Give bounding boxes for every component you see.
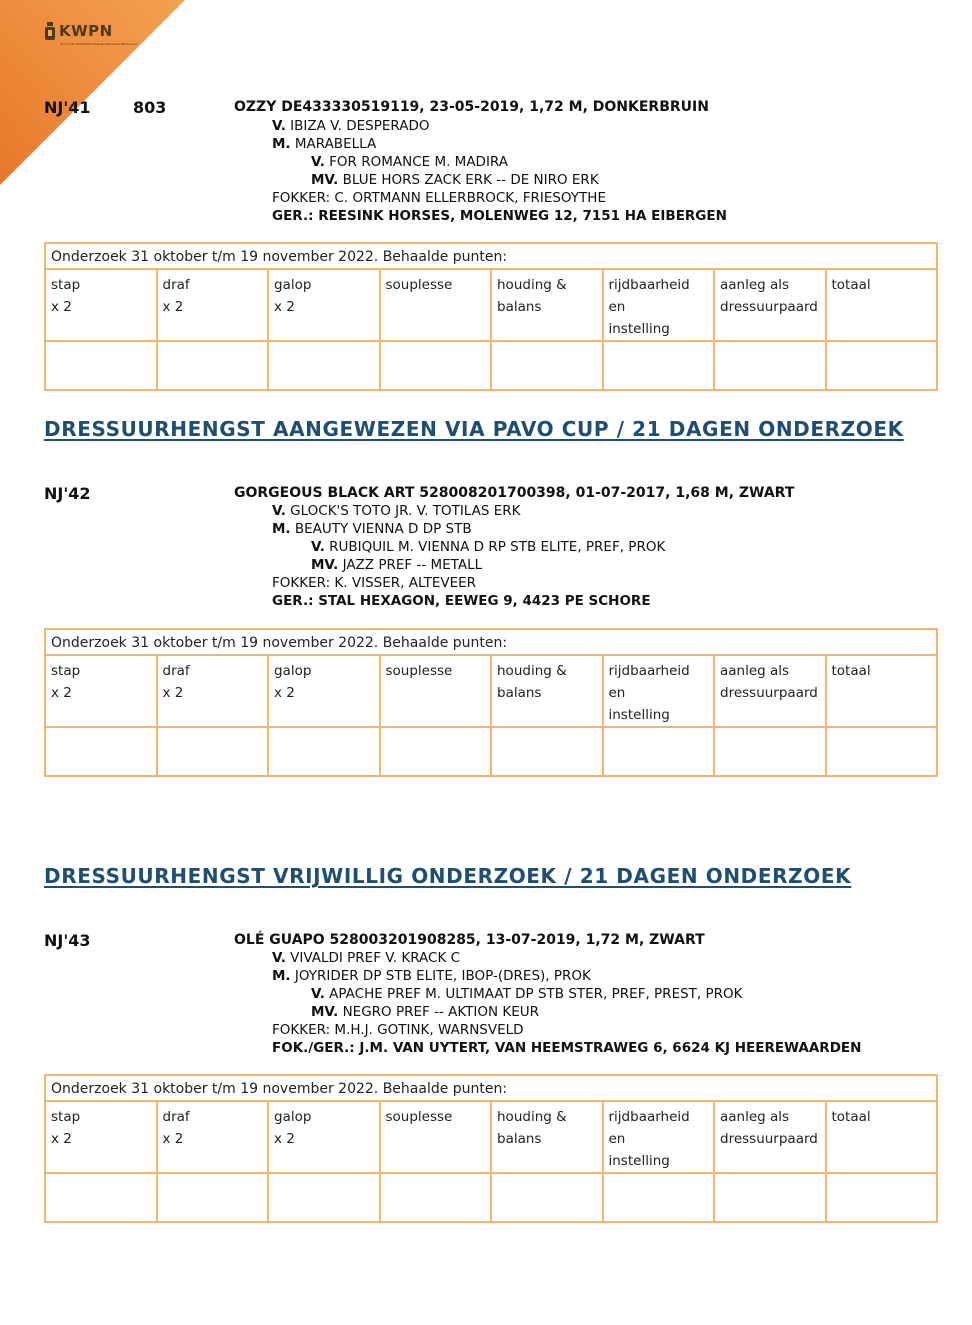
score-cell[interactable] — [714, 727, 826, 776]
col-draf: draf x 2 — [157, 1101, 269, 1173]
kwpn-logo — [44, 16, 137, 46]
dam-line: M. MARABELLA — [272, 136, 377, 152]
damsire-line: V. FOR ROMANCE M. MADIRA — [311, 154, 508, 170]
section-heading-vrijwillig: DRESSUURHENGST VRIJWILLIG ONDERZOEK / 21 DAGEN ONDERZOEK — [44, 864, 852, 888]
logo-text: KWPN — [59, 21, 113, 40]
table-caption: Onderzoek 31 oktober t/m 19 november 2022. Behaalde punten: — [45, 1075, 937, 1101]
col-draf: draf x 2 — [157, 655, 269, 727]
col-rijdbaarheid: rijdbaarheid en instelling — [603, 1101, 715, 1173]
col-totaal: totaal — [826, 269, 938, 341]
col-totaal: totaal — [826, 655, 938, 727]
sire-line: V. IBIZA V. DESPERADO — [272, 118, 430, 134]
score-cell[interactable] — [268, 1173, 380, 1222]
score-cell[interactable] — [826, 341, 938, 390]
horse-title: OLÉ GUAPO 528003201908285, 13-07-2019, 1,72 M, ZWART — [234, 932, 705, 948]
score-cell[interactable] — [268, 341, 380, 390]
score-cell[interactable] — [157, 1173, 269, 1222]
col-souplesse: souplesse — [380, 655, 492, 727]
score-cell[interactable] — [157, 341, 269, 390]
table-caption: Onderzoek 31 oktober t/m 19 november 2022. Behaalde punten: — [45, 629, 937, 655]
score-cell[interactable] — [603, 1173, 715, 1222]
score-cell[interactable] — [714, 341, 826, 390]
damsire-line: V. RUBIQUIL M. VIENNA D RP STB ELITE, PREF, PROK — [311, 539, 666, 555]
score-cell[interactable] — [45, 727, 157, 776]
score-cell[interactable] — [826, 1173, 938, 1222]
owner-line: GER.: REESINK HORSES, MOLENWEG 12, 7151 HA EIBERGEN — [272, 208, 727, 224]
mv-line: MV. NEGRO PREF -- AKTION KEUR — [311, 1004, 540, 1020]
section-heading-pavo-cup: DRESSUURHENGST AANGEWEZEN VIA PAVO CUP / 21 DAGEN ONDERZOEK — [44, 417, 904, 441]
score-table — [44, 1074, 938, 1223]
col-galop: galop x 2 — [268, 655, 380, 727]
owner-line: GER.: STAL HEXAGON, EEWEG 9, 4423 PE SCHORE — [272, 593, 651, 609]
col-draf: draf x 2 — [157, 269, 269, 341]
col-souplesse: souplesse — [380, 269, 492, 341]
score-cell[interactable] — [826, 727, 938, 776]
logo-subtitle: Koninklijk Warmbloed Paardenstamboek Nederland — [60, 42, 137, 46]
horse-title: GORGEOUS BLACK ART 528008201700398, 01-07-2017, 1,68 M, ZWART — [234, 485, 795, 501]
col-houding: houding & balans — [491, 655, 603, 727]
owner-line: FOK./GER.: J.M. VAN UYTERT, VAN HEEMSTRAWEG 6, 6624 KJ HEEREWAARDEN — [272, 1040, 862, 1056]
dam-line: M. JOYRIDER DP STB ELITE, IBOP-(DRES), PROK — [272, 968, 591, 984]
col-stap: stap x 2 — [45, 655, 157, 727]
entry-code: NJ'42 — [44, 484, 91, 503]
score-cell[interactable] — [380, 1173, 492, 1222]
col-aanleg: aanleg als dressuurpaard — [714, 655, 826, 727]
col-rijdbaarheid: rijdbaarheid en instelling — [603, 269, 715, 341]
score-cell[interactable] — [491, 727, 603, 776]
score-cell[interactable] — [603, 341, 715, 390]
mv-line: MV. JAZZ PREF -- METALL — [311, 557, 483, 573]
col-souplesse: souplesse — [380, 1101, 492, 1173]
entry-code: NJ'43 — [44, 931, 91, 950]
table-caption: Onderzoek 31 oktober t/m 19 november 2022. Behaalde punten: — [45, 243, 937, 269]
entry-number: 803 — [133, 98, 167, 117]
score-cell[interactable] — [45, 341, 157, 390]
col-houding: houding & balans — [491, 1101, 603, 1173]
score-cell[interactable] — [380, 341, 492, 390]
col-houding: houding & balans — [491, 269, 603, 341]
sire-line: V. VIVALDI PREF V. KRACK C — [272, 950, 461, 966]
col-totaal: totaal — [826, 1101, 938, 1173]
damsire-line: V. APACHE PREF M. ULTIMAAT DP STB STER, PREF, PREST, PROK — [311, 986, 743, 1002]
dam-line: M. BEAUTY VIENNA D DP STB — [272, 521, 472, 537]
score-cell[interactable] — [714, 1173, 826, 1222]
breeder-line: FOKKER: M.H.J. GOTINK, WARNSVELD — [272, 1022, 524, 1038]
score-cell[interactable] — [491, 1173, 603, 1222]
col-stap: stap x 2 — [45, 269, 157, 341]
col-aanleg: aanleg als dressuurpaard — [714, 1101, 826, 1173]
col-stap: stap x 2 — [45, 1101, 157, 1173]
score-cell[interactable] — [380, 727, 492, 776]
score-cell[interactable] — [268, 727, 380, 776]
crown-icon — [44, 20, 56, 42]
score-cell[interactable] — [491, 341, 603, 390]
score-cell[interactable] — [603, 727, 715, 776]
sire-line: V. GLOCK'S TOTO JR. V. TOTILAS ERK — [272, 503, 521, 519]
breeder-line: FOKKER: C. ORTMANN ELLERBROCK, FRIESOYTHE — [272, 190, 606, 206]
horse-title: OZZY DE433330519119, 23-05-2019, 1,72 M, DONKERBRUIN — [234, 99, 709, 115]
score-table — [44, 242, 938, 391]
col-rijdbaarheid: rijdbaarheid en instelling — [603, 655, 715, 727]
col-aanleg: aanleg als dressuurpaard — [714, 269, 826, 341]
score-cell[interactable] — [45, 1173, 157, 1222]
col-galop: galop x 2 — [268, 269, 380, 341]
breeder-line: FOKKER: K. VISSER, ALTEVEER — [272, 575, 477, 591]
mv-line: MV. BLUE HORS ZACK ERK -- DE NIRO ERK — [311, 172, 599, 188]
score-cell[interactable] — [157, 727, 269, 776]
score-table — [44, 628, 938, 777]
entry-code: NJ'41 — [44, 98, 91, 117]
col-galop: galop x 2 — [268, 1101, 380, 1173]
